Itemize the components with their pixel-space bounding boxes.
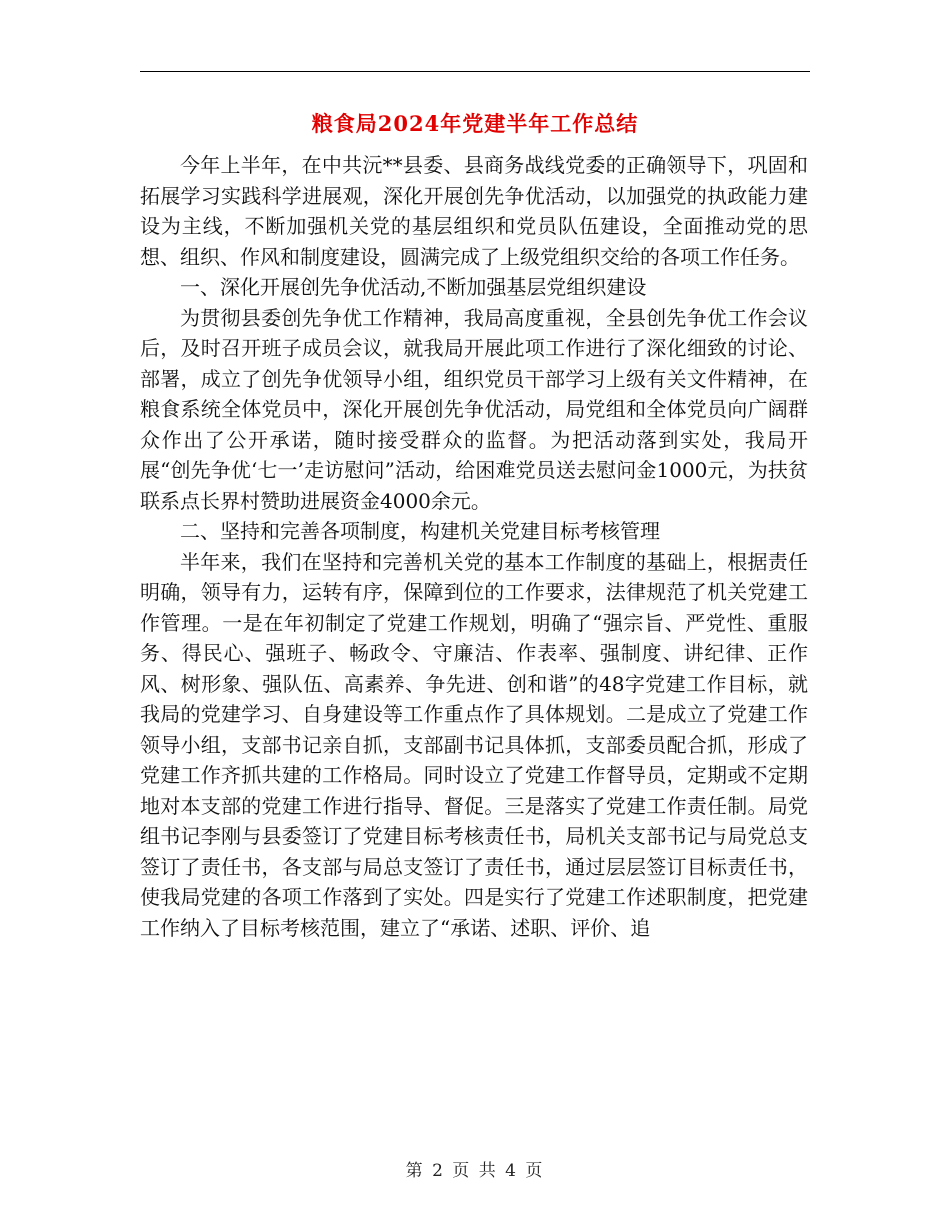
paragraph-intro: 今年上半年，在中共沅**县委、县商务战线党委的正确领导下，巩固和拓展学习实践科学进展观，深化开展创先争优活动，以加强党的执政能力建设为主线，不断加强机关党的基层组织和党员队伍建设，全面推动党的思想、组织、作风和制度建设，圆满完成了上级党组织交给的各项工作任务。	[140, 153, 808, 269]
header-rule	[140, 71, 810, 72]
paragraph-section-2: 半年来，我们在坚持和完善机关党的基本工作制度的基础上，根据责任明确，领导有力，运转有序，保障到位的工作要求，法律规范了机关党建工作管理。一是在年初制定了党建工作规划，明确了“强宗旨、严党性、重服务、得民心、强班子、畅政令、守廉洁、作表率、强制度、讲纪律、正作风、树形象、强队伍、高素养、争先进、创和谐”的48字党建工作目标，就我局的党建学习、自身建设等工作重点作了具体规划。二是成立了党建工作领导小组，支部书记亲自抓，支部副书记具体抓，支部委员配合抓，形成了党建工作齐抓共建的工作格局。同时设立了党建工作督导员，定期或不定期地对本支部的党建工作进行指导、督促。三是落实了党建工作责任制。局党组书记李刚与县委签订了党建目标考核责任书，局机关支部书记与局党总支签订了责任书，各支部与局总支签订了责任书，通过层层签订目标责任书，使我局党建的各项工作落到了实处。四是实行了党建工作述职制度，把党建工作纳入了目标考核范围，建立了“承诺、述职、评价、追	[140, 549, 808, 940]
paragraph-section-1: 为贯彻县委创先争优工作精神，我局高度重视，全县创先争优工作会议后，及时召开班子成员会议，就我局开展此项工作进行了深化细致的讨论、部署，成立了创先争优领导小组，组织党员干部学习上级有关文件精神，在粮食系统全体党员中，深化开展创先争优活动，局党组和全体党员向广阔群众作出了公开承诺，随时接受群众的监督。为把活动落到实处，我局开展“创先争优‘七一’走访慰问”活动，给困难党员送去慰问金1000元，为扶贫联系点长界村赞助进展资金4000余元。	[140, 305, 808, 513]
section-heading-1: 一、深化开展创先争优活动,不断加强基层党组织建设	[180, 275, 647, 299]
document-body	[140, 150, 808, 943]
page-number-footer: 第 2 页 共 4 页	[405, 1161, 545, 1181]
document-title: 粮食局2024年党建半年工作总结	[311, 111, 639, 136]
section-heading-2: 二、坚持和完善各项制度，构建机关党建目标考核管理	[180, 519, 660, 543]
